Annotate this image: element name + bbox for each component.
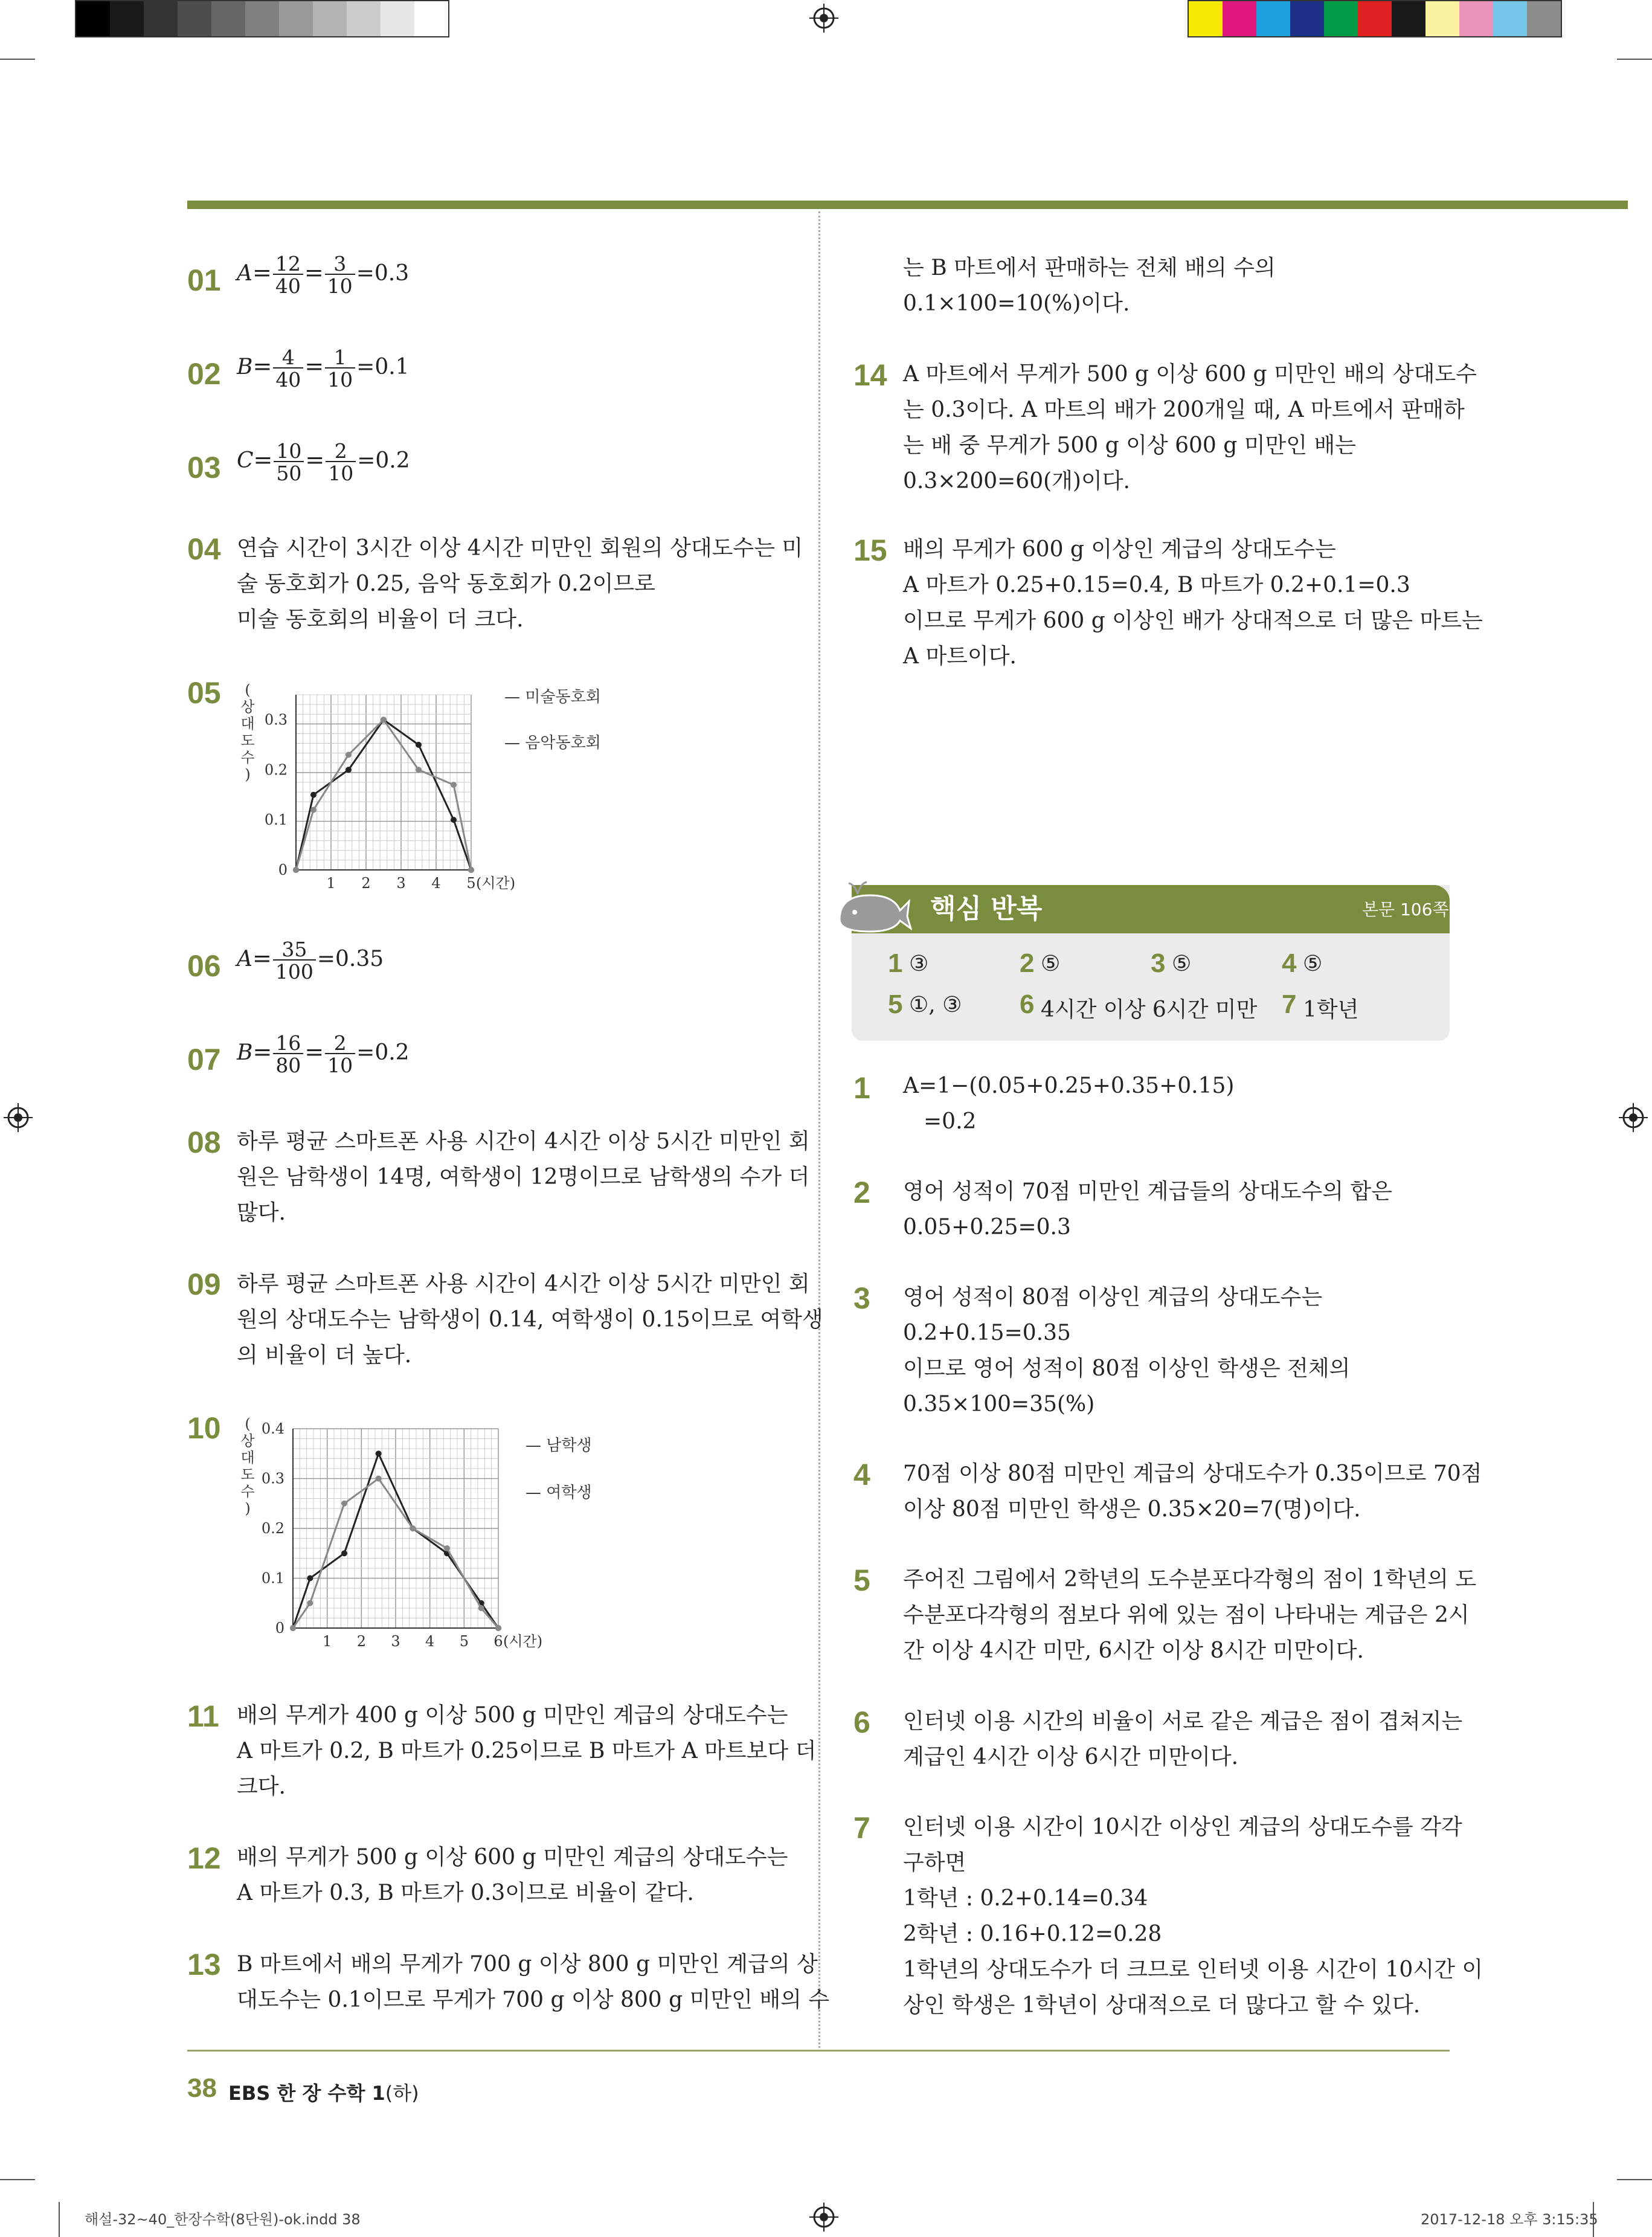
color-swatch-bar bbox=[1188, 0, 1562, 37]
answer-13-continued: 는 B 마트에서 판매하는 전체 배의 수의 0.1×100=10(%)이다. bbox=[903, 256, 1276, 316]
color-swatch bbox=[1392, 1, 1425, 36]
gray-swatch bbox=[381, 1, 414, 36]
core-answer: 1학년 bbox=[1303, 997, 1359, 1022]
data-point bbox=[341, 1501, 347, 1507]
crop-mark bbox=[1617, 2179, 1652, 2180]
x-axis-label: (시간) bbox=[503, 1633, 543, 1650]
question-number: 1 bbox=[853, 1071, 870, 1105]
data-point bbox=[346, 752, 352, 758]
core-answer: 4시간 이상 6시간 미만 bbox=[1041, 997, 1258, 1022]
gray-swatch bbox=[144, 1, 178, 36]
data-point bbox=[341, 1550, 347, 1556]
y-axis-label: 수 bbox=[240, 1483, 255, 1500]
core-solution-2: 영어 성적이 70점 미만인 계급들의 상대도수의 합은 0.05+0.25=0.3 bbox=[903, 1179, 1392, 1240]
registration-mark-icon bbox=[4, 1103, 33, 1132]
whale-icon bbox=[834, 877, 912, 941]
gray-swatch bbox=[178, 1, 211, 36]
y-tick-label: 0 bbox=[275, 1620, 284, 1637]
y-axis-label: 도 bbox=[240, 1466, 255, 1483]
y-tick-label: 0.1 bbox=[261, 1569, 284, 1587]
answer-06: A= $\frac{35}{100}$ =0.35 bbox=[237, 938, 384, 983]
core-answer-number: 2 bbox=[1020, 948, 1035, 978]
x-tick-label: 3 bbox=[391, 1633, 400, 1650]
x-tick-label: 2 bbox=[361, 875, 371, 892]
y-tick-label: 0 bbox=[278, 861, 288, 878]
series-line-2 bbox=[296, 719, 471, 870]
data-point bbox=[293, 867, 299, 873]
data-point bbox=[346, 767, 352, 773]
question-number: 06 bbox=[187, 949, 221, 983]
answer-07: B= $\frac{16}{80}$ = $\frac{2}{10}$ =0.2 bbox=[237, 1031, 410, 1077]
gray-swatch bbox=[211, 1, 245, 36]
core-answer: ①, ③ bbox=[909, 993, 962, 1017]
question-number: 04 bbox=[187, 532, 221, 566]
gray-swatch bbox=[110, 1, 144, 36]
question-number: 6 bbox=[853, 1705, 870, 1739]
color-swatch bbox=[1527, 1, 1561, 36]
question-number: 11 bbox=[187, 1699, 219, 1733]
data-point bbox=[307, 1576, 313, 1582]
data-point bbox=[376, 1450, 382, 1456]
gray-swatch bbox=[313, 1, 347, 36]
question-number: 3 bbox=[853, 1281, 870, 1315]
y-axis-label: 수 bbox=[240, 749, 255, 766]
core-solution-1: A=1−(0.05+0.25+0.35+0.15) =0.2 bbox=[903, 1073, 1235, 1134]
question-number: 12 bbox=[187, 1841, 221, 1875]
frequency-polygon-chart-05 bbox=[230, 677, 652, 894]
data-point bbox=[310, 792, 317, 798]
y-axis-label: ) bbox=[245, 766, 251, 783]
x-tick-label: 4 bbox=[431, 875, 441, 892]
data-point bbox=[451, 782, 457, 788]
y-axis-label: 상 bbox=[240, 698, 255, 715]
data-point bbox=[381, 716, 387, 723]
y-tick-label: 0.2 bbox=[264, 761, 288, 779]
y-axis-label: ( bbox=[245, 681, 251, 698]
color-swatch bbox=[1324, 1, 1358, 36]
core-answer-number: 7 bbox=[1282, 990, 1297, 1019]
core-solution-6: 인터넷 이용 시간의 비율이 서로 같은 계급은 점이 겹쳐지는 계급인 4시간 이상 6시간 미만이다. bbox=[903, 1709, 1463, 1769]
registration-mark-icon bbox=[1619, 1103, 1648, 1132]
core-answer: ⑤ bbox=[1041, 951, 1061, 976]
y-tick-label: 0.1 bbox=[264, 811, 288, 829]
core-answer-number: 3 bbox=[1151, 948, 1166, 978]
question-number: 09 bbox=[187, 1267, 221, 1301]
print-slug: 해설-32~40_한장수학(8단원)-ok.indd 38 bbox=[85, 2211, 361, 2228]
answer-12: 배의 무게가 500 g 이상 600 g 미만인 계급의 상대도수는 A 마트가 0.3, B 마트가 0.3이므로 비율이 같다. bbox=[237, 1845, 788, 1905]
gray-swatch bbox=[76, 1, 110, 36]
answer-09: 하루 평균 스마트폰 사용 시간이 4시간 이상 5시간 미만인 회 원의 상대도수는 남학생이 0.14, 여학생이 0.15이므로 여학생 의 비율이 더 높다. bbox=[237, 1272, 823, 1368]
data-point bbox=[416, 742, 422, 748]
x-tick-label: 1 bbox=[323, 1633, 332, 1650]
data-point bbox=[307, 1600, 313, 1606]
core-answer-number: 5 bbox=[888, 990, 903, 1019]
x-tick-label: 6 bbox=[493, 1633, 503, 1650]
footer-rule bbox=[187, 2050, 1450, 2052]
x-tick-label: 4 bbox=[425, 1633, 435, 1650]
core-answer-number: 6 bbox=[1020, 990, 1035, 1019]
question-number: 2 bbox=[853, 1176, 870, 1209]
crop-mark bbox=[59, 2202, 60, 2237]
gray-swatch-bar bbox=[75, 0, 449, 37]
color-swatch bbox=[1493, 1, 1527, 36]
registration-mark-icon bbox=[809, 2203, 838, 2232]
answer-04: 연습 시간이 3시간 이상 4시간 미만인 회원의 상대도수는 미 술 동호회가 0.25, 음악 동호회가 0.2이므로 미술 동호회의 비율이 더 크다. bbox=[237, 536, 803, 632]
question-number: 15 bbox=[853, 533, 887, 567]
data-point bbox=[410, 1525, 416, 1531]
core-answer-number: 4 bbox=[1282, 948, 1297, 978]
answer-03: C= $\frac{10}{50}$ = $\frac{2}{10}$ =0.2 bbox=[237, 439, 410, 485]
question-number: 07 bbox=[187, 1043, 221, 1077]
gray-swatch bbox=[279, 1, 313, 36]
core-answer: ③ bbox=[909, 951, 929, 976]
question-number: 03 bbox=[187, 451, 221, 484]
column-divider bbox=[818, 211, 820, 2048]
x-tick-label: 1 bbox=[326, 875, 336, 892]
data-point bbox=[468, 867, 474, 873]
data-point bbox=[478, 1605, 484, 1611]
gray-swatch bbox=[245, 1, 279, 36]
y-tick-label: 0.3 bbox=[261, 1470, 284, 1487]
header-bar bbox=[187, 201, 1628, 209]
legend-boys: — 남학생 bbox=[525, 1437, 592, 1455]
question-number: 05 bbox=[187, 676, 221, 710]
legend-girls: — 여학생 bbox=[525, 1484, 592, 1502]
x-tick-label: 3 bbox=[396, 875, 406, 892]
answer-01: A= $\frac{12}{40}$ = $\frac{3}{10}$ =0.3 bbox=[237, 252, 410, 298]
x-tick-label: 5 bbox=[459, 1633, 469, 1650]
core-solution-5: 주어진 그림에서 2학년의 도수분포다각형의 점이 1학년의 도 수분포다각형의 점보다 위에 있는 점이 나타내는 계급은 2시 간 이상 4시간 미만, 6시간 이상 8시간 미만이다. bbox=[903, 1567, 1477, 1663]
answer-08: 하루 평균 스마트폰 사용 시간이 4시간 이상 5시간 미만인 회 원은 남학생이 14명, 여학생이 12명이므로 남학생의 수가 더 많다. bbox=[237, 1129, 810, 1225]
gray-swatch bbox=[347, 1, 381, 36]
answer-02: B= $\frac{4}{40}$ = $\frac{1}{10}$ =0.1 bbox=[237, 346, 410, 391]
core-review-title: 핵심 반복 bbox=[930, 893, 1043, 924]
y-axis-label: 도 bbox=[240, 732, 255, 749]
book-title: EBS 한 장 수학 1(하) bbox=[228, 2082, 419, 2105]
core-solution-3: 영어 성적이 80점 이상인 계급의 상대도수는 0.2+0.15=0.35 이므로 영어 성적이 80점 이상인 학생은 전체의 0.35×100=35(%) bbox=[903, 1285, 1351, 1417]
y-tick-label: 0.3 bbox=[264, 711, 288, 729]
answer-11: 배의 무게가 400 g 이상 500 g 미만인 계급의 상대도수는 A 마트가 0.2, B 마트가 0.25이므로 B 마트가 A 마트보다 더 크다. bbox=[237, 1703, 817, 1799]
x-tick-label: 5 bbox=[466, 875, 476, 892]
color-swatch bbox=[1290, 1, 1324, 36]
answer-15: 배의 무게가 600 g 이상인 계급의 상대도수는 A 마트가 0.25+0.15=0.4, B 마트가 0.2+0.1=0.3 이므로 무게가 600 g 이상인 배가 상대적으로 더 많은 마트는 A 마트이다. bbox=[903, 537, 1483, 669]
core-answer: ⑤ bbox=[1303, 951, 1323, 976]
question-number: 4 bbox=[853, 1458, 870, 1492]
core-answer: ⑤ bbox=[1172, 951, 1192, 976]
core-solution-4: 70점 이상 80점 미만인 계급의 상대도수가 0.35이므로 70점 이상 80점 미만인 학생은 0.35×20=7(명)이다. bbox=[903, 1461, 1482, 1522]
color-swatch bbox=[1425, 1, 1459, 36]
y-axis-label: ) bbox=[245, 1500, 251, 1517]
color-swatch bbox=[1358, 1, 1392, 36]
color-swatch bbox=[1459, 1, 1493, 36]
y-axis-label: 상 bbox=[240, 1432, 255, 1449]
frequency-polygon-chart-10 bbox=[230, 1414, 664, 1661]
question-number: 10 bbox=[187, 1411, 221, 1445]
gray-swatch bbox=[414, 1, 448, 36]
core-answer-number: 1 bbox=[888, 948, 903, 978]
data-point bbox=[290, 1625, 296, 1631]
data-point bbox=[310, 807, 317, 813]
registration-mark-icon bbox=[809, 4, 838, 33]
legend-art-club: — 미술동호회 bbox=[504, 688, 601, 706]
color-swatch bbox=[1223, 1, 1256, 36]
data-point bbox=[495, 1625, 501, 1631]
question-number: 13 bbox=[187, 1948, 221, 1981]
x-axis-label: (시간) bbox=[476, 875, 516, 892]
question-number: 08 bbox=[187, 1125, 221, 1159]
crop-mark bbox=[0, 59, 35, 60]
print-date: 2017-12-18 오후 3:15:35 bbox=[1421, 2211, 1598, 2228]
y-tick-label: 0.2 bbox=[261, 1520, 284, 1537]
x-tick-label: 2 bbox=[356, 1633, 366, 1650]
y-tick-label: 0.4 bbox=[261, 1420, 284, 1437]
answer-13: B 마트에서 배의 무게가 700 g 이상 800 g 미만인 계급의 상 대도수는 0.1이므로 무게가 700 g 이상 800 g 미만인 배의 수 bbox=[237, 1952, 830, 2012]
data-point bbox=[444, 1545, 450, 1551]
color-swatch bbox=[1256, 1, 1290, 36]
crop-mark bbox=[0, 2179, 35, 2180]
y-axis-label: 대 bbox=[240, 715, 255, 732]
answer-14: A 마트에서 무게가 500 g 이상 600 g 미만인 배의 상대도수 는 0.3이다. A 마트의 배가 200개일 때, A 마트에서 판매하 는 배 중 무게가 500 g 이상 600 g 미만인 배는 0.3×200=60(개)이다. bbox=[903, 362, 1477, 494]
page-number: 38 bbox=[187, 2073, 217, 2103]
y-axis-label: 대 bbox=[240, 1449, 255, 1466]
core-solution-7: 인터넷 이용 시간이 10시간 이상인 계급의 상대도수를 각각 구하면 1학년 : 0.2+0.14=0.34 2학년 : 0.16+0.12=0.28 1학년의 상대도수가 더 크므로 인터넷 이용 시간이 10시간 이 상인 학생은 1학년이 상대적으로 더 많다고 할 수 있다. bbox=[903, 1815, 1483, 2018]
data-point bbox=[376, 1476, 382, 1482]
question-number: 7 bbox=[853, 1811, 870, 1845]
color-swatch bbox=[1189, 1, 1223, 36]
legend-music-club: — 음악동호회 bbox=[504, 734, 601, 752]
question-number: 01 bbox=[187, 263, 221, 297]
data-point bbox=[416, 767, 422, 773]
question-number: 5 bbox=[853, 1563, 870, 1597]
crop-mark bbox=[1617, 59, 1652, 60]
y-axis-label: ( bbox=[245, 1415, 251, 1432]
question-number: 02 bbox=[187, 357, 221, 391]
question-number: 14 bbox=[853, 358, 887, 392]
data-point bbox=[451, 817, 457, 823]
core-review-page-ref: 본문 106쪽 bbox=[1362, 900, 1449, 919]
